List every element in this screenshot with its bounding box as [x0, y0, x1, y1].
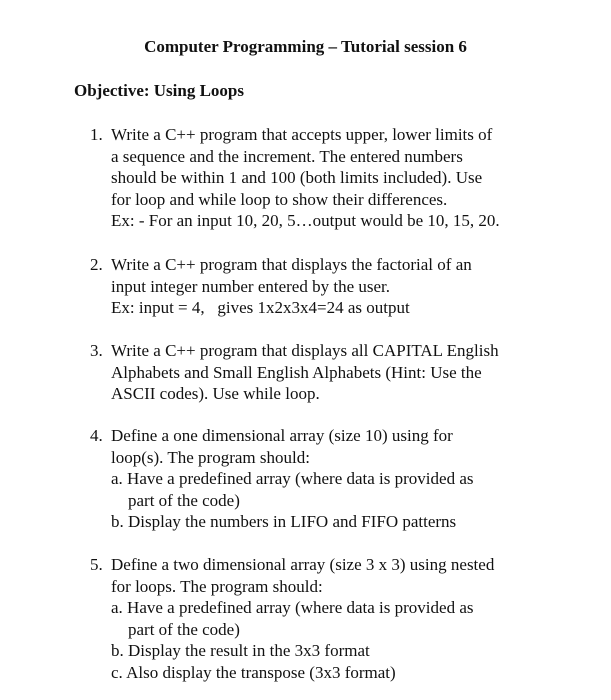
subtask-continuation: part of the code)	[128, 490, 240, 510]
task-number: 4.	[90, 426, 103, 445]
subtask-line: b. Display the numbers in LIFO and FIFO patterns	[111, 512, 457, 531]
task-line: Define a one dimensional array (size 10) using for	[111, 426, 453, 445]
task-body	[111, 254, 551, 319]
task-line: Write a C++ program that displays all CAPITAL English	[111, 341, 499, 360]
page-title: Computer Programming – Tutorial session 6	[144, 37, 467, 56]
task-line: Ex: - For an input 10, 20, 5…output would be 10, 15, 20.	[111, 211, 500, 230]
task-number: 3.	[90, 341, 103, 360]
task-line: Write a C++ program that displays the factorial of an	[111, 255, 472, 274]
task-line: for loops. The program should:	[111, 576, 323, 596]
task-item-1	[90, 124, 550, 232]
task-body	[111, 124, 551, 232]
task-line: input integer number entered by the user.	[111, 276, 390, 296]
subtask-line: a. Have a predefined array (where data is provided as	[111, 598, 474, 617]
task-item-2	[90, 254, 550, 319]
task-line: loop(s). The program should:	[111, 447, 310, 467]
task-line: Define a two dimensional array (size 3 x 3) using nested	[111, 555, 495, 574]
task-body	[111, 340, 551, 405]
task-number: 2.	[90, 255, 103, 274]
task-line: Alphabets and Small English Alphabets (Hint: Use the	[111, 362, 482, 382]
subtask-continuation: part of the code)	[128, 619, 240, 639]
task-line: Ex: input = 4, gives 1x2x3x4=24 as output	[111, 298, 410, 317]
task-item-5	[90, 554, 550, 683]
task-line: for loop and while loop to show their differences.	[111, 189, 448, 209]
task-item-3	[90, 340, 550, 405]
subtask-line: a. Have a predefined array (where data is provided as	[111, 469, 474, 488]
task-body	[111, 425, 551, 533]
objective-heading: Objective: Using Loops	[74, 81, 244, 100]
task-line: ASCII codes). Use while loop.	[111, 384, 320, 403]
task-number: 1.	[90, 125, 103, 144]
task-line: should be within 1 and 100 (both limits included). Use	[111, 168, 483, 187]
task-number: 5.	[90, 555, 103, 574]
task-line: a sequence and the increment. The entered numbers	[111, 146, 463, 166]
subtask-line: b. Display the result in the 3x3 format	[111, 641, 370, 660]
task-line: Write a C++ program that accepts upper, lower limits of	[111, 125, 493, 144]
task-item-4	[90, 425, 550, 533]
subtask-line: c. Also display the transpose (3x3 format)	[111, 662, 396, 682]
task-body	[111, 554, 551, 683]
